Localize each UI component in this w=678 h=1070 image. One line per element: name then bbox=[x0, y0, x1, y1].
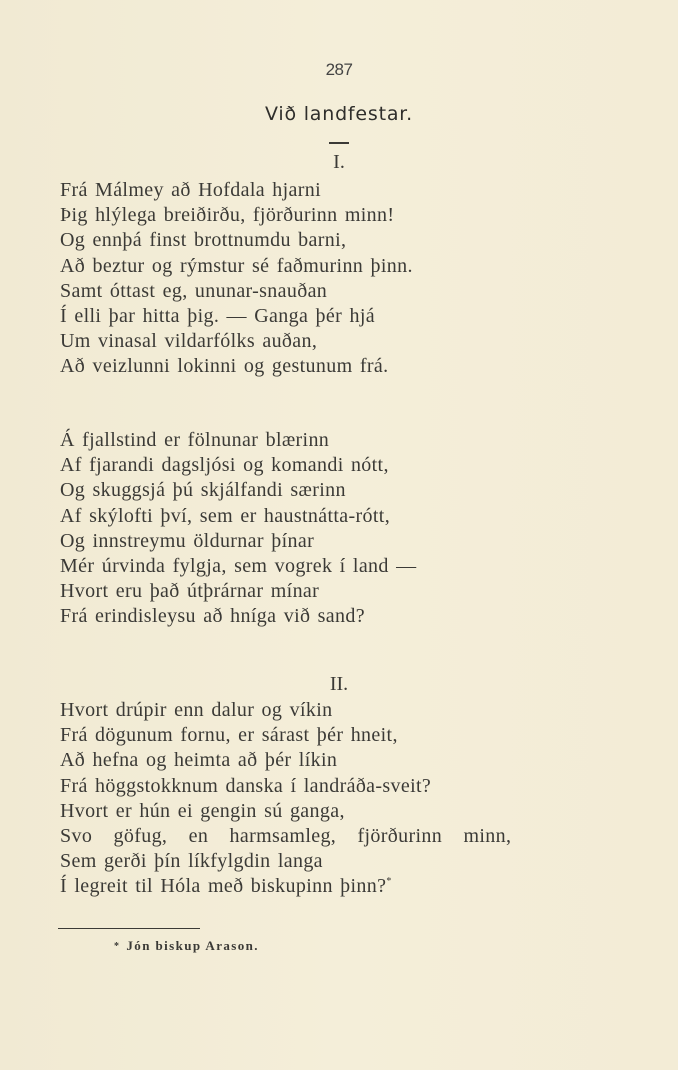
verse-line: Samt óttast eg, ununar-snauðan bbox=[60, 279, 328, 302]
stanza-2 bbox=[60, 428, 416, 630]
footnote-text: Jón biskup Arason. bbox=[126, 938, 259, 953]
stanza-1 bbox=[60, 178, 413, 380]
verse-line: Hvort eru það útþrárnar mínar bbox=[60, 580, 320, 603]
verse-line: Að veizlunni lokinni og gestunum frá. bbox=[60, 355, 389, 378]
verse-line: Á fjallstind er fölnunar blærinn bbox=[60, 429, 330, 451]
section-heading-1: I. bbox=[333, 151, 345, 173]
verse-line: Um vinasal vildarfólks auðan, bbox=[60, 330, 318, 353]
verse-text: Í legreit til Hóla með biskupinn þinn? bbox=[60, 875, 387, 898]
footnote-marker: * bbox=[114, 941, 121, 952]
footnote-rule bbox=[58, 928, 200, 929]
stanza-3 bbox=[60, 698, 511, 900]
verse-line: Sem gerði þín líkfylgdin langa bbox=[60, 850, 323, 873]
title-separator bbox=[329, 142, 349, 144]
verse-line: Mér úrvinda fylgja, sem vogrek í land — bbox=[60, 554, 417, 577]
footnote-reference[interactable]: * bbox=[386, 876, 392, 888]
verse-line: Af skýlofti því, sem er haustnátta-rótt, bbox=[60, 504, 391, 527]
verse-line: Og skuggsjá þú skjálfandi særinn bbox=[60, 479, 346, 502]
footnote bbox=[114, 938, 259, 954]
verse-line: Og innstreymu öldurnar þínar bbox=[60, 529, 315, 552]
verse-line: Hvort er hún ei gengin sú ganga, bbox=[60, 799, 345, 822]
verse-line: Frá erindisleysu að hníga við sand? bbox=[60, 605, 365, 628]
verse-line: Að hefna og heimta að þér líkin bbox=[60, 749, 338, 772]
verse-line: Hvort drúpir enn dalur og víkin bbox=[60, 699, 333, 721]
verse-line: Frá höggstokknum danska í landráða-sveit? bbox=[60, 774, 432, 797]
verse-line: Frá Málmey að Hofdala hjarni bbox=[60, 179, 322, 201]
poem-title: Við landfestar. bbox=[264, 103, 414, 125]
section-heading-2: II. bbox=[329, 673, 349, 695]
verse-line: Í elli þar hitta þig. — Ganga þér hjá bbox=[60, 304, 375, 327]
page-number: 287 bbox=[325, 60, 353, 79]
verse-line: Af fjarandi dagsljósi og komandi nótt, bbox=[60, 454, 389, 477]
verse-line: Svo göfug, en harmsamleg, fjörðurinn minn, bbox=[60, 824, 512, 847]
verse-line: Frá dögunum fornu, er sárast þér hneit, bbox=[60, 724, 398, 747]
verse-line-with-footnote bbox=[60, 874, 511, 899]
verse-line: Að beztur og rýmstur sé faðmurinn þinn. bbox=[60, 254, 413, 277]
verse-line: Og ennþá finst brottnumdu barni, bbox=[60, 229, 347, 252]
verse-line: Þig hlýlega breiðirðu, fjörðurinn minn! bbox=[60, 204, 395, 227]
